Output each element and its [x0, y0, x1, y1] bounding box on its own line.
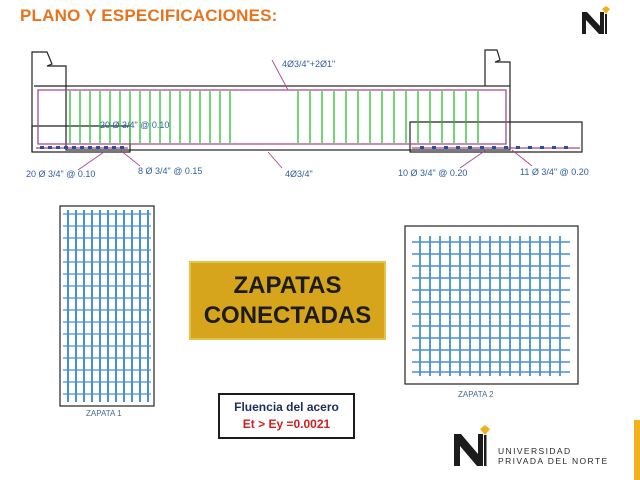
brand-line1: UNIVERSIDAD	[498, 446, 572, 456]
right-footing-label-1: 10 Ø 3/4" @ 0.20	[398, 168, 468, 178]
stirrup-label: 8 Ø 3/4" @ 0.15	[138, 166, 203, 176]
zapata2-outline	[405, 226, 578, 384]
zapata1-label: ZAPATA 1	[86, 409, 122, 418]
fluencia-value: Et > Ey =0.0021	[242, 417, 331, 431]
left-column-outline	[32, 52, 66, 152]
beam-stirrups	[70, 91, 478, 143]
zapatas-conectadas-box	[189, 261, 386, 340]
right-column-outline	[485, 50, 510, 86]
beam-main-rebar	[38, 90, 506, 144]
right-footing-label-2: 11 Ø 3/4" @ 0.20	[520, 167, 589, 177]
top-bar-label: 4Ø3/4"+2Ø1"	[282, 59, 336, 69]
zapata2-rebar-grid	[420, 236, 560, 376]
brand-text	[498, 446, 609, 466]
fluencia-box	[218, 393, 355, 439]
zapata2-label: ZAPATA 2	[458, 390, 494, 399]
mid-bar-label: 20 Ø 3/4" @ 0.10	[100, 120, 170, 130]
zapatas-line2: CONECTADAS	[203, 302, 372, 329]
brand-line2: PRIVADA DEL NORTE	[498, 456, 609, 466]
fluencia-title: Fluencia del acero	[234, 400, 339, 414]
connecting-beam-outline	[66, 86, 510, 150]
left-footing-label: 20 Ø 3/4" @ 0.10	[26, 169, 96, 179]
page-title: PLANO Y ESPECIFICACIONES:	[20, 6, 278, 25]
accent-edge	[634, 420, 640, 480]
zapata1-rebar-grid	[68, 210, 148, 402]
upn-logo-icon	[452, 424, 492, 468]
zapatas-line1: ZAPATAS	[233, 272, 342, 299]
bottom-bar-label: 4Ø3/4"	[285, 169, 313, 179]
